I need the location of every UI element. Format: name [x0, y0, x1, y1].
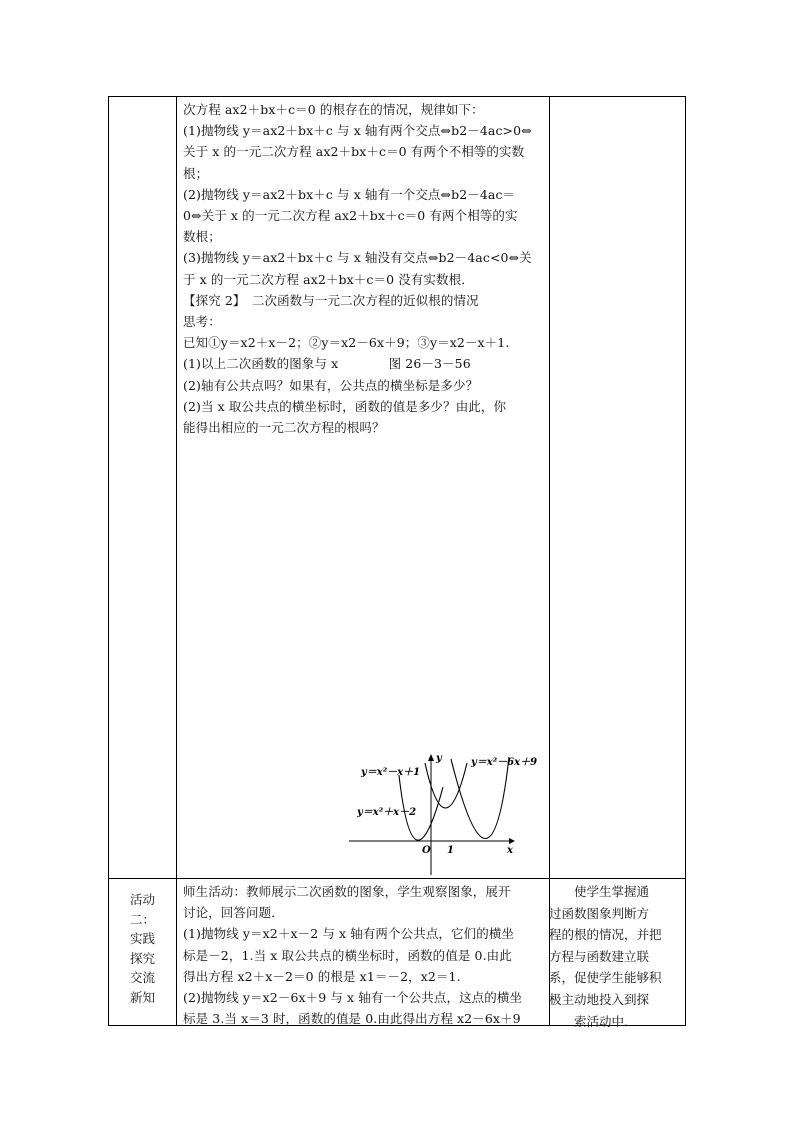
text-line: (2)轴有公共点吗？如果有，公共点的横坐标是多少？ [183, 377, 479, 393]
origin-label: O [422, 845, 431, 856]
parabola-figure [347, 749, 538, 877]
activity-label-line: 交流 [129, 970, 155, 985]
intent-line: 索活动中． [549, 1013, 637, 1029]
graph-label-2: y＝x²＋x－2 [357, 807, 417, 818]
text-line: 关于 x 的一元二次方程 ax2＋bx＋c＝0 有两个不相等的实数 [183, 144, 525, 160]
parabola-x2-minus-6x-plus-9 [451, 757, 509, 839]
intent-line: 程的根的情况，并把 [549, 927, 662, 943]
text-line: 于 x 的一元二次方程 ax2＋bx＋c＝0 没有实数根． [183, 271, 474, 287]
graph-label-3: y＝x²－6x＋9 [471, 757, 538, 768]
text-line: (2)抛物线 y＝x2－6x＋9 与 x 轴有一个公共点，这点的横坐 [183, 990, 523, 1006]
text-line: 根； [183, 165, 209, 181]
row-divider [109, 878, 685, 879]
text-line: 思考： [183, 314, 221, 330]
text-line: 能得出相应的一元二次方程的根吗？ [183, 420, 385, 436]
activity-label-line: 探究 [129, 950, 155, 966]
tick-label-1: 1 [447, 845, 454, 856]
text-line: 已知①y＝x2＋x－2；②y＝x2－6x＋9；③y＝x2－x＋1. [183, 335, 510, 351]
design-intent-cell [549, 881, 685, 1032]
text-line: (2)抛物线 y＝ax2＋bx＋c 与 x 轴有一个交点⇔b2－4ac＝ [183, 186, 516, 202]
top-content-cell [183, 99, 545, 438]
text-line: 0⇔关于 x 的一元二次方程 ax2＋bx＋c＝0 有两个相等的实 [183, 208, 518, 224]
x-axis-arrow [509, 838, 515, 844]
activity-label-cell [109, 890, 176, 1007]
intent-line: 过函数图象判断方 [549, 905, 650, 921]
y-axis-label: y [436, 753, 442, 764]
intent-line: 系，促使学生能够积 [549, 970, 662, 986]
activity-label-line: 活动 [129, 892, 155, 907]
text-line: 数根； [183, 229, 221, 245]
activity-label-line: 实践 [129, 931, 155, 946]
intent-line: 使学生掌握通 [549, 884, 650, 899]
activity-content-cell [183, 881, 545, 1029]
column-divider-left [176, 97, 177, 1025]
activity-label-line: 新知 [129, 989, 155, 1005]
text-line: (1)以上二次函数的图象与 x 图 26－3－56 [183, 356, 471, 372]
text-line: 【探究 2】 二次函数与一元二次方程的近似根的情况 [183, 292, 479, 308]
text-line: (1)抛物线 y＝ax2＋bx＋c 与 x 轴有两个交点⇔b2－4ac>0⇔ [183, 123, 532, 139]
text-line: 次方程 ax2＋bx＋c＝0 的根存在的情况，规律如下： [183, 102, 484, 117]
activity-label-line: 二： [129, 911, 155, 927]
text-line: 讨论，回答问题． [183, 905, 284, 921]
text-line: 得出方程 x2＋x－2＝0 的根是 x1＝－2，x2＝1. [183, 968, 461, 984]
text-line: 标是－2，1.当 x 取公共点的横坐标时，函数的值是 0.由此 [183, 947, 512, 963]
intent-line: 极主动地投入到探 [549, 991, 650, 1007]
text-line: (2)当 x 取公共点的横坐标时，函数的值是多少？由此，你 [183, 398, 507, 414]
graph-label-1: y＝x²－x＋1 [361, 767, 421, 778]
text-line: 师生活动：教师展示二次函数的图象，学生观察图象，展开 [183, 884, 511, 899]
intent-line: 方程与函数建立联 [549, 948, 650, 964]
x-axis-label: x [507, 845, 513, 856]
text-line: (3)抛物线 y＝ax2＋bx＋c 与 x 轴没有交点⇔b2－4ac<0⇔关 [183, 250, 532, 266]
text-line: 标是 3.当 x＝3 时，函数的值是 0.由此得出方程 x2－6x＋9 [183, 1011, 521, 1027]
lesson-table [108, 96, 686, 1029]
text-line: (1)抛物线 y＝x2＋x－2 与 x 轴有两个公共点，它们的横坐 [183, 926, 515, 942]
y-axis-arrow [428, 754, 434, 761]
